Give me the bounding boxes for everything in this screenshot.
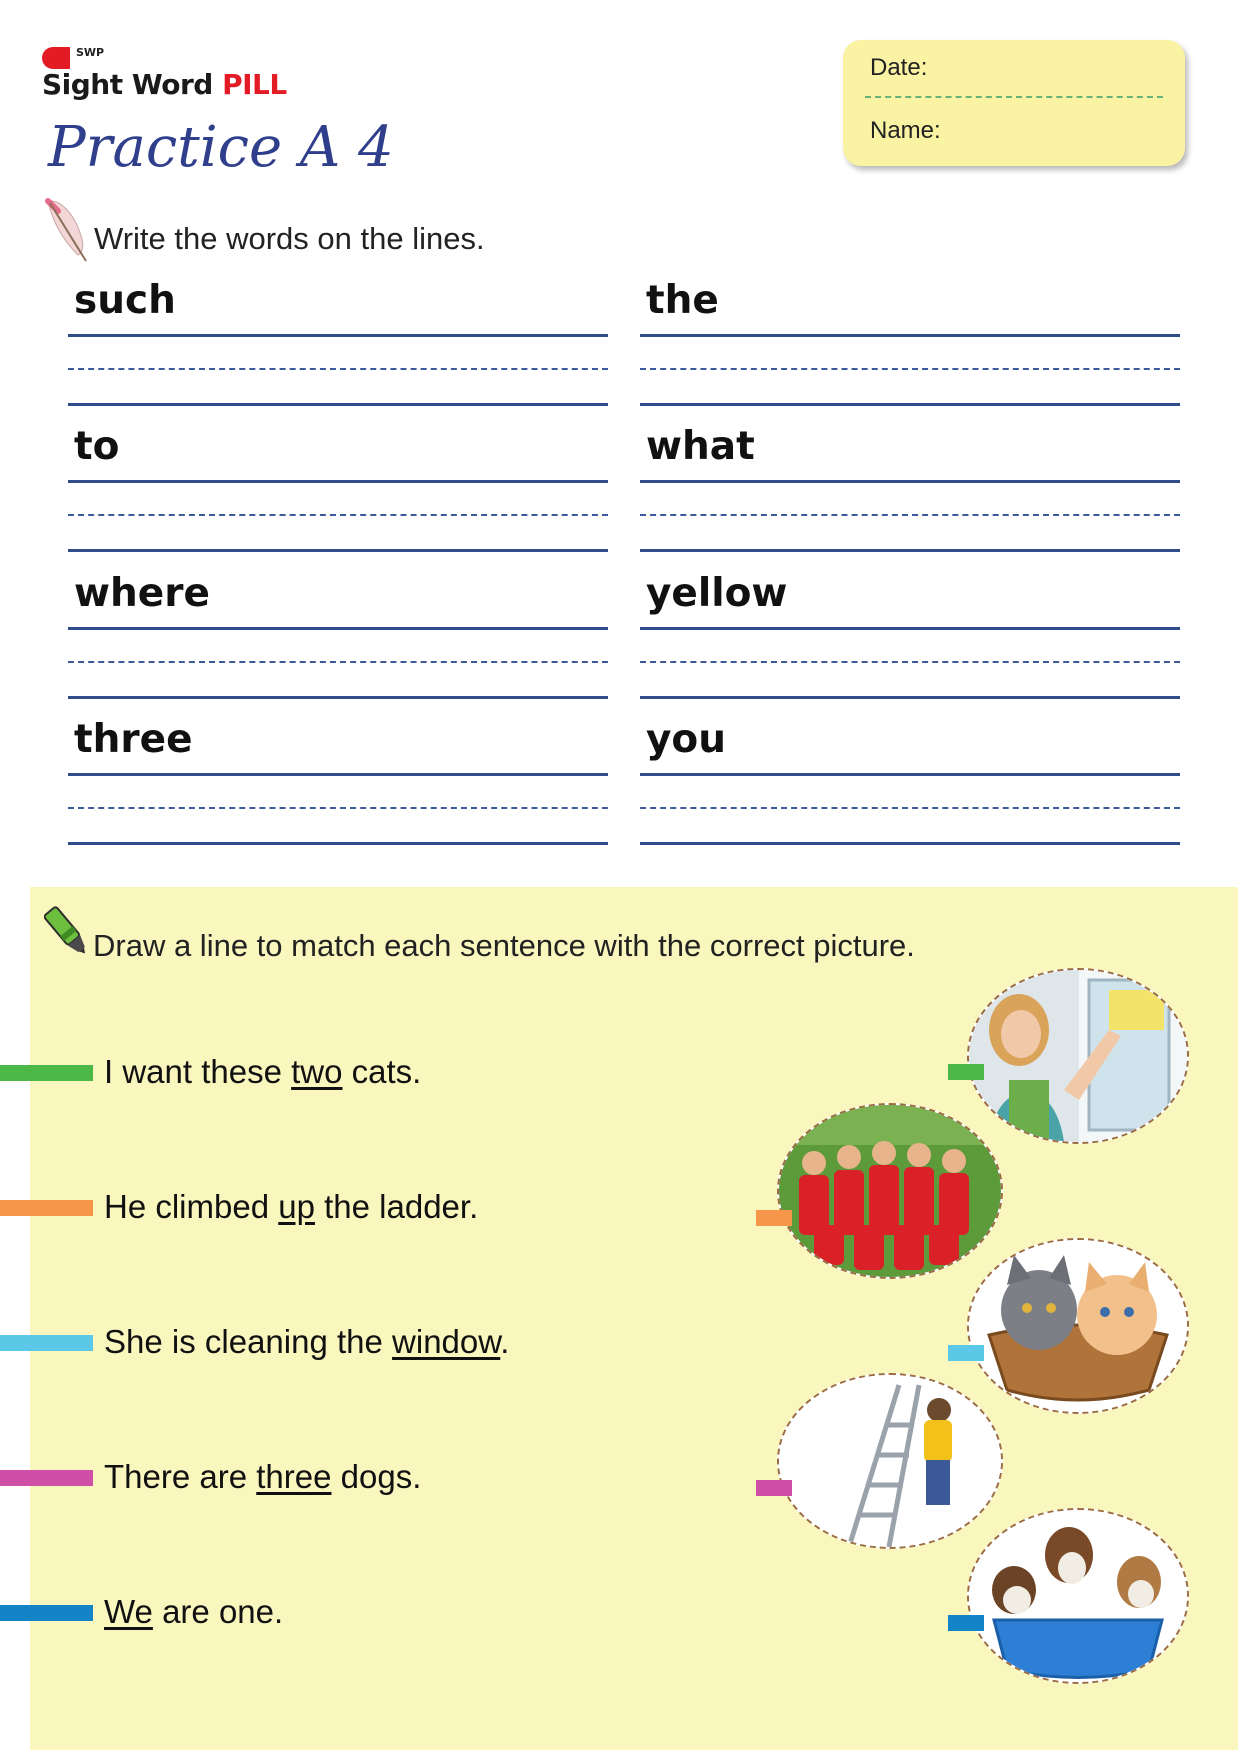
writing-line-top bbox=[68, 480, 608, 483]
writing-line-base bbox=[68, 696, 608, 699]
three-puppies-in-tub-picture bbox=[967, 1508, 1189, 1684]
writing-line-top bbox=[68, 334, 608, 337]
writing-block-the bbox=[640, 278, 1180, 418]
picture-color-tab bbox=[948, 1064, 984, 1080]
soccer-team-huddle-picture bbox=[777, 1103, 1003, 1279]
date-label: Date: bbox=[870, 54, 928, 81]
writing-line-mid bbox=[640, 807, 1180, 809]
writing-line-mid bbox=[68, 514, 608, 516]
writing-block-you bbox=[640, 717, 1180, 857]
sentence-color-tab bbox=[0, 1200, 93, 1216]
sight-word: yellow bbox=[646, 571, 788, 616]
writing-line-mid bbox=[640, 514, 1180, 516]
soccer-team-huddle-illustration bbox=[779, 1105, 1001, 1277]
picture-color-tab bbox=[948, 1345, 984, 1361]
sight-word: such bbox=[74, 278, 176, 323]
writing-line-mid bbox=[68, 368, 608, 370]
marker-icon bbox=[44, 903, 90, 961]
sentence-5 bbox=[104, 1593, 283, 1631]
brand-name-prefix: Sight Word bbox=[42, 68, 223, 101]
writing-line-base bbox=[640, 842, 1180, 845]
sight-word: where bbox=[74, 571, 210, 616]
brand-badge: SWP bbox=[76, 46, 105, 59]
writing-line-mid bbox=[640, 661, 1180, 663]
writing-line-top bbox=[640, 480, 1180, 483]
writing-line-mid bbox=[68, 807, 608, 809]
sentence-underlined-word: three bbox=[256, 1458, 332, 1495]
sentence-underlined-word: two bbox=[291, 1053, 343, 1090]
writing-line-base bbox=[68, 549, 608, 552]
writing-line-base bbox=[640, 403, 1180, 406]
sentence-color-tab bbox=[0, 1065, 93, 1081]
writing-line-top bbox=[640, 334, 1180, 337]
sentence-color-tab bbox=[0, 1470, 93, 1486]
writing-block-three bbox=[68, 717, 608, 857]
pill-icon bbox=[42, 47, 70, 69]
sentence-3 bbox=[104, 1323, 509, 1361]
writing-block-such bbox=[68, 278, 608, 418]
brand-name bbox=[42, 68, 287, 101]
sentence-text-after: are one. bbox=[152, 1593, 284, 1630]
two-kittens-in-basket-picture bbox=[967, 1238, 1189, 1414]
boy-climbing-ladder-picture bbox=[777, 1373, 1003, 1549]
sentence-text-before: There are bbox=[104, 1458, 257, 1495]
writing-block-yellow bbox=[640, 571, 1180, 711]
writing-line-mid bbox=[640, 368, 1180, 370]
sentence-underlined-word: We bbox=[104, 1593, 153, 1630]
writing-block-to bbox=[68, 424, 608, 564]
sentence-text-after: dogs. bbox=[331, 1458, 422, 1495]
sight-word: to bbox=[74, 424, 120, 469]
page-title: Practice A 4 bbox=[48, 115, 394, 180]
sentence-color-tab bbox=[0, 1335, 93, 1351]
woman-cleaning-window-illustration bbox=[969, 970, 1187, 1142]
date-name-divider bbox=[865, 96, 1163, 98]
writing-line-top bbox=[68, 773, 608, 776]
sight-word: three bbox=[74, 717, 193, 762]
writing-line-top bbox=[640, 773, 1180, 776]
two-kittens-in-basket-illustration bbox=[969, 1240, 1187, 1412]
sentence-underlined-word: up bbox=[278, 1188, 315, 1225]
writing-line-base bbox=[640, 696, 1180, 699]
feather-icon bbox=[42, 195, 90, 263]
picture-color-tab bbox=[756, 1480, 792, 1496]
writing-block-where bbox=[68, 571, 608, 711]
boy-climbing-ladder-illustration bbox=[779, 1375, 1001, 1547]
date-name-box bbox=[843, 40, 1185, 166]
write-instruction: Write the words on the lines. bbox=[94, 221, 485, 256]
sentence-text-after: the ladder. bbox=[314, 1188, 479, 1225]
sentence-text-after: . bbox=[500, 1323, 510, 1360]
writing-block-what bbox=[640, 424, 1180, 564]
sentence-4 bbox=[104, 1458, 421, 1496]
sight-word: you bbox=[646, 717, 726, 762]
sight-word: what bbox=[646, 424, 755, 469]
sentence-text-before: He climbed bbox=[104, 1188, 279, 1225]
match-instruction: Draw a line to match each sentence with the correct picture. bbox=[93, 928, 915, 963]
sentence-color-tab bbox=[0, 1605, 93, 1621]
sentence-text-after: cats. bbox=[342, 1053, 422, 1090]
writing-line-top bbox=[640, 627, 1180, 630]
sentence-underlined-word: window bbox=[392, 1323, 501, 1360]
picture-color-tab bbox=[948, 1615, 984, 1631]
woman-cleaning-window-picture bbox=[967, 968, 1189, 1144]
sentence-text-before: I want these bbox=[104, 1053, 292, 1090]
writing-line-base bbox=[640, 549, 1180, 552]
writing-line-base bbox=[68, 842, 608, 845]
sight-word: the bbox=[646, 278, 719, 323]
sentence-2 bbox=[104, 1188, 478, 1226]
writing-line-mid bbox=[68, 661, 608, 663]
sentence-1 bbox=[104, 1053, 421, 1091]
writing-line-base bbox=[68, 403, 608, 406]
brand-name-suffix: PILL bbox=[222, 68, 287, 101]
sentence-text-before: She is cleaning the bbox=[104, 1323, 393, 1360]
picture-color-tab bbox=[756, 1210, 792, 1226]
writing-line-top bbox=[68, 627, 608, 630]
name-label: Name: bbox=[870, 117, 941, 144]
three-puppies-in-tub-illustration bbox=[969, 1510, 1187, 1682]
